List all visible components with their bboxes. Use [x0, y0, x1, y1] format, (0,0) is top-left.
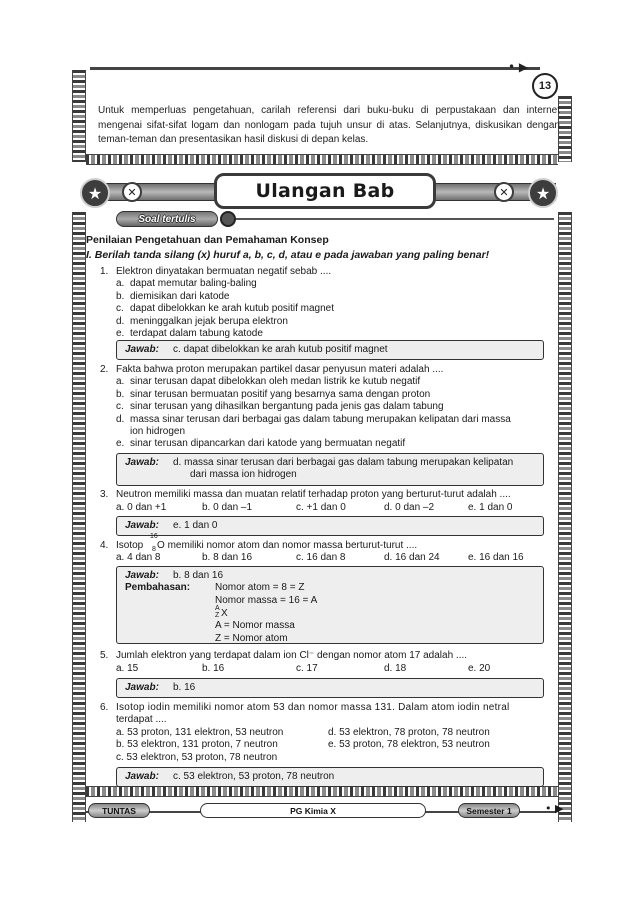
- option-row: [116, 552, 546, 564]
- option: a. 15: [116, 663, 139, 674]
- answer-label: Jawab:: [125, 570, 159, 581]
- option: c. 53 elektron, 53 proton, 78 neutron: [116, 751, 278, 763]
- isotope-notation: 16 8 O: [150, 533, 165, 553]
- general-isotope-notation: A Z X: [215, 605, 228, 620]
- option: e. sinar terusan dipancarkan dari katode yang bermuatan negatif: [116, 438, 406, 450]
- question-number: 4.: [100, 540, 109, 551]
- question-text: Isotop 16 8 O memiliki nomor atom dan nomor massa berturut-turut ....: [116, 533, 418, 553]
- footer-right-label: Semester 1: [458, 803, 520, 818]
- question-text: Fakta bahwa proton merupakan partikel dasar penyusun materi adalah ....: [116, 364, 444, 375]
- option: b. diemisikan dari katode: [116, 290, 230, 302]
- option: e. 16 dan 16: [468, 552, 524, 563]
- star-icon: ★: [528, 178, 558, 208]
- question-text: Isotop iodin memiliki nomor atom 53 dan nomor massa 131. Dalam atom iodin netral: [116, 702, 510, 713]
- content-bottom-border: [86, 786, 558, 797]
- answer-box-6: [116, 767, 544, 787]
- circle-icon: [220, 211, 236, 227]
- answer-label: Jawab:: [125, 682, 159, 693]
- arrow-right-icon: • ▶: [545, 802, 564, 815]
- answer-text: c. 53 elektron, 53 proton, 78 neutron: [173, 771, 335, 782]
- question-text: Neutron memiliki massa dan muatan relatif terhadap proton yang berturut-turut adalah ....: [116, 489, 511, 500]
- answer-text: b. 8 dan 16: [173, 570, 224, 581]
- question-3: [100, 489, 550, 515]
- option: a. 4 dan 8: [116, 552, 161, 563]
- answer-box-4: [116, 566, 544, 644]
- option: b. 53 elektron, 131 proton, 7 neutron: [116, 739, 278, 751]
- option: c. 17: [296, 663, 318, 674]
- option: c. 16 dan 8: [296, 552, 346, 563]
- chapter-title: Ulangan Bab: [255, 180, 395, 202]
- left-border-top: [72, 70, 86, 162]
- footer-center-label: PG Kimia X: [200, 803, 426, 818]
- explanation-line: Nomor atom = 8 = Z: [215, 582, 305, 594]
- answer-label: Jawab:: [125, 344, 159, 355]
- question-text: Elektron dinyatakan bermuatan negatif sebab ....: [116, 266, 332, 277]
- option: d. meninggalkan jejak berupa elektron: [116, 315, 288, 327]
- option-row: [116, 663, 546, 675]
- option: b. 16: [202, 663, 225, 674]
- answer-box-5: [116, 678, 544, 698]
- section-tag-label: Soal tertulis: [138, 213, 196, 225]
- answer-label: Jawab:: [125, 520, 159, 531]
- section-tag: [116, 211, 218, 227]
- option: a. 53 proton, 131 elektron, 53 neutron: [116, 726, 284, 738]
- instruction: I. Berilah tanda silang (x) huruf a, b, c, d, atau e pada jawaban yang paling benar!: [86, 249, 490, 261]
- option: e. terdapat dalam tabung katode: [116, 328, 263, 339]
- answer-text: b. 16: [173, 682, 196, 693]
- question-number: 3.: [100, 489, 109, 500]
- star-icon: ★: [80, 178, 110, 208]
- page-number: 13: [532, 73, 558, 99]
- right-border-main: [558, 212, 572, 822]
- answer-box-3: [116, 516, 544, 536]
- answer-label: Jawab:: [125, 771, 159, 782]
- question-text: Jumlah elektron yang terdapat dalam ion Cl⁻ dengan nomor atom 17 adalah ....: [116, 650, 468, 661]
- option: a. 0 dan +1: [116, 502, 167, 513]
- option-row: [116, 502, 536, 514]
- option: a. dapat memutar baling-baling: [116, 278, 257, 290]
- definition-line: A = Nomor massa: [215, 620, 295, 632]
- option: b. 8 dan 16: [202, 552, 253, 563]
- option: d. 0 dan –2: [384, 502, 435, 513]
- option: c. sinar terusan yang dihasilkan bergantung pada jenis gas dalam tabung: [116, 401, 444, 413]
- right-border-top: [558, 96, 572, 162]
- option: d. 53 elektron, 78 proton, 78 neutron: [328, 726, 490, 738]
- option: b. sinar terusan bermuatan positif yang besarnya sama dengan proton: [116, 388, 431, 400]
- question-5: [100, 650, 550, 676]
- section-heading: Penilaian Pengetahuan dan Pemahaman Konsep: [86, 234, 329, 246]
- option: c. dapat dibelokkan ke arah kutub positif magnet: [116, 303, 335, 315]
- answer-text: e. 1 dan 0: [173, 520, 218, 531]
- top-rule: [90, 67, 540, 70]
- option: d. 18: [384, 663, 407, 674]
- question-number: 2.: [100, 364, 109, 375]
- option: d. 16 dan 24: [384, 552, 440, 563]
- tag-rule: [236, 218, 554, 220]
- option: b. 0 dan –1: [202, 502, 253, 513]
- question-6: [100, 702, 550, 766]
- option: e. 1 dan 0: [468, 502, 513, 513]
- option: e. 20: [468, 663, 491, 674]
- question-4: [100, 533, 550, 566]
- answer-box-2: [116, 453, 544, 486]
- answer-label: Jawab:: [125, 457, 159, 468]
- answer-text: d. massa sinar terusan dari berbagai gas dalam tabung merupakan kelipatan dari massa ion hidrogen: [173, 457, 514, 481]
- answer-text: c. dapat dibelokkan ke arah kutub positif magnet: [173, 344, 388, 355]
- explanation-label: Pembahasan:: [125, 582, 191, 594]
- close-icon: ✕: [494, 182, 514, 202]
- definition-line: Z = Nomor atom: [215, 632, 288, 644]
- footer-left-label: TUNTAS: [88, 803, 150, 818]
- intro-text: Untuk memperluas pengetahuan, carilah referensi dari buku-buku di perpustakaan dan internet mengenai sifat-sifat logam dan nonlogam pada tujuh unsur di atas. Selanjutnya, diskusikan dengan teman-teman dan presentasikan hasil diskusi di depan kelas.: [98, 105, 560, 145]
- option: a. sinar terusan dapat dibelokkan oleh medan listrik ke kutub negatif: [116, 376, 421, 388]
- arrow-right-icon: • ▶: [508, 60, 529, 74]
- top-box-bottom-border: [86, 154, 558, 165]
- question-number: 1.: [100, 266, 109, 277]
- close-icon: ✕: [122, 182, 142, 202]
- option: d. massa sinar terusan dari berbagai gas dalam tabung merupakan kelipatan dari massa: [116, 413, 511, 425]
- chapter-title-box: [214, 173, 436, 209]
- option: e. 53 proton, 78 elektron, 53 neutron: [328, 739, 490, 751]
- answer-box-1: [116, 340, 544, 360]
- question-number: 5.: [100, 650, 109, 661]
- option-continuation: ion hidrogen: [130, 426, 186, 437]
- left-border-main: [72, 212, 86, 822]
- option: c. +1 dan 0: [296, 502, 346, 513]
- question-number: 6.: [100, 702, 109, 713]
- explanation-line: Nomor massa = 16 = A: [215, 594, 318, 606]
- question-text-continuation: terdapat ....: [116, 714, 167, 726]
